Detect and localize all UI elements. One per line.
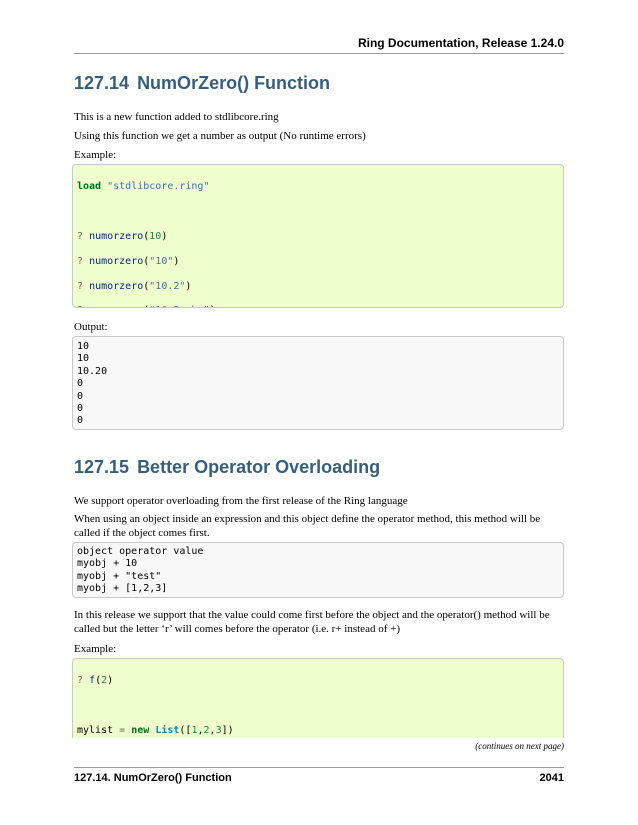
example-label: Example: xyxy=(74,643,117,655)
code-line: 10.20 xyxy=(77,365,108,377)
code-line: 10 xyxy=(77,353,90,365)
section-number: 127.14 xyxy=(74,73,130,93)
code-line xyxy=(77,305,563,308)
code-block-example xyxy=(72,658,564,738)
code-line: 10 xyxy=(77,341,90,352)
code-line: myobj + "test" xyxy=(77,570,162,582)
code-line: 0 xyxy=(77,402,84,414)
code-line: load "stdlibcore.ring" xyxy=(77,181,210,193)
page-header: Ring Documentation, Release 1.24.0 xyxy=(357,36,564,50)
code-line: 0 xyxy=(77,378,84,390)
example-label: Example: xyxy=(74,149,117,161)
code-line xyxy=(77,206,563,218)
code-line: object operator value xyxy=(77,546,204,557)
code-line: myobj + 10 xyxy=(77,558,138,570)
continues-note: (continues on next page) xyxy=(475,741,564,751)
code-line: myobj + [1,2,3] xyxy=(77,583,168,595)
code-line: ? numorzero("10.2") xyxy=(77,280,192,292)
code-line: ? numorzero(10) xyxy=(77,231,168,242)
section-heading-numorzero xyxy=(74,73,330,94)
footer-rule xyxy=(74,767,564,768)
section-title: NumOrZero() Function xyxy=(137,73,331,93)
paragraph: In this release we support that the value could come first before the object and the operator() method will be called but the letter ‘r’ will comes before the operator (i.e. r+ instead of +) xyxy=(74,609,550,635)
section-title: Better Operator Overloading xyxy=(137,457,381,477)
footer-section: 127.14. NumOrZero() Function xyxy=(74,772,232,784)
paragraph: When using an object inside an expression and this object define the operator method, this method will be called if the object comes first. xyxy=(74,513,541,539)
paragraph: Using this function we get a number as output (No runtime errors) xyxy=(74,130,366,142)
code-block-numorzero xyxy=(72,164,564,308)
output-label: Output: xyxy=(74,321,108,333)
page-number: 2041 xyxy=(539,772,564,784)
code-line: ? numorzero("10") xyxy=(77,255,180,267)
output-block xyxy=(72,336,564,430)
code-line: ? f(2) xyxy=(77,675,114,687)
paragraph: This is a new function added to stdlibcore.ring xyxy=(74,111,279,123)
code-line: mylist = new List([1,2,3]) xyxy=(77,725,234,736)
header-rule xyxy=(74,53,564,54)
paragraph: We support operator overloading from the first release of the Ring language xyxy=(74,495,408,507)
section-number: 127.15 xyxy=(74,457,130,477)
page-footer xyxy=(74,772,564,784)
code-block-operator xyxy=(72,542,564,598)
code-line xyxy=(77,700,563,712)
code-line: 0 xyxy=(77,390,84,402)
section-heading-operator-overloading xyxy=(74,457,380,478)
code-line: 0 xyxy=(77,415,84,427)
